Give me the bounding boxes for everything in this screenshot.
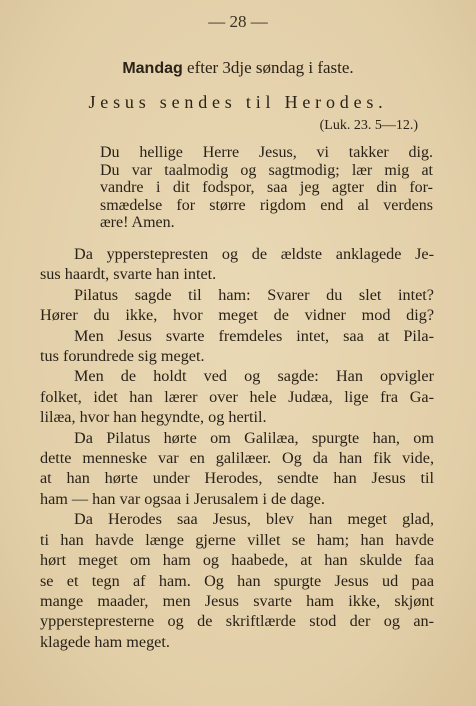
text-line: yppersteprestеrne og de skriftlærde stod der og an-: [40, 612, 434, 631]
page-number: — 28 —: [208, 12, 268, 31]
text-line: Da Pilatus hørte om Galilæa, spurgte han, om: [74, 428, 434, 447]
text-line: ti han havde længe gjerne villet se ham; han havde: [40, 530, 434, 549]
text-line: sus haardt, svarte han intet.: [40, 265, 217, 284]
text-line: lilæa, hvor han hegyndte, og hertil.: [40, 408, 267, 427]
text-line: se et tegn af ham. Og han spurgte Jesus ud paa: [40, 571, 434, 590]
text-line: Da Herodes saa Jesus, blev han meget glad,: [74, 510, 434, 529]
text-line: hørt meget om ham og haabede, at han skulde faa: [40, 551, 434, 570]
prayer-line: ære! Amen.: [100, 214, 175, 232]
reading-title: Jesus sendes til Herodes.: [88, 92, 388, 112]
text-line: ham — han var ogsaa i Jerusalem i de dage.: [40, 489, 325, 508]
text-line: dette menneske var en galilæer. Og da han fik vide,: [40, 449, 434, 468]
text-line: at han hørte under Herodes, sendte han Jesus til: [40, 469, 434, 488]
text-line: klagede ham meget.: [40, 632, 170, 651]
heading-rest: efter 3dje søndag i faste.: [182, 58, 354, 77]
text-line: folket, idet han lærer over hele Judæa, lige fra Ga-: [40, 387, 434, 406]
text-line: Pilatus sagde til ham: Svarer du slet intet?: [74, 285, 434, 304]
day-heading: [0, 58, 476, 78]
text-line: Da yppersteprestеn og de ældste anklagede Je-: [74, 245, 434, 263]
prayer-line: Du hellige Herre Jesus, vi takker dig.: [100, 144, 433, 161]
text-line: Men Jesus svarte fremdeles intet, saa at Pila-: [74, 326, 434, 345]
heading-day: Mandag: [122, 60, 183, 77]
text-line: Hører du ikke, hvor meget de vidner mod dig?: [40, 306, 434, 325]
prayer-line: smædelse for større rigdom end al verdens: [100, 196, 433, 214]
text-line: Men de holdt ved og sagde: Han opvigler: [74, 367, 434, 386]
scripture-text: [40, 244, 434, 652]
text-line: mange maader, men Jesus svarte ham ikke, skjønt: [40, 591, 434, 610]
prayer-text: [100, 144, 433, 232]
prayer-line: Du var taalmodig og sagtmodig; lær mig at: [100, 161, 433, 179]
prayer-line: vandre i dit fodspor, saa jeg agter din for-: [100, 179, 433, 197]
scripture-reference: (Luk. 23. 5—12.): [319, 118, 418, 133]
text-line: tus forundrede sig meget.: [40, 347, 205, 366]
